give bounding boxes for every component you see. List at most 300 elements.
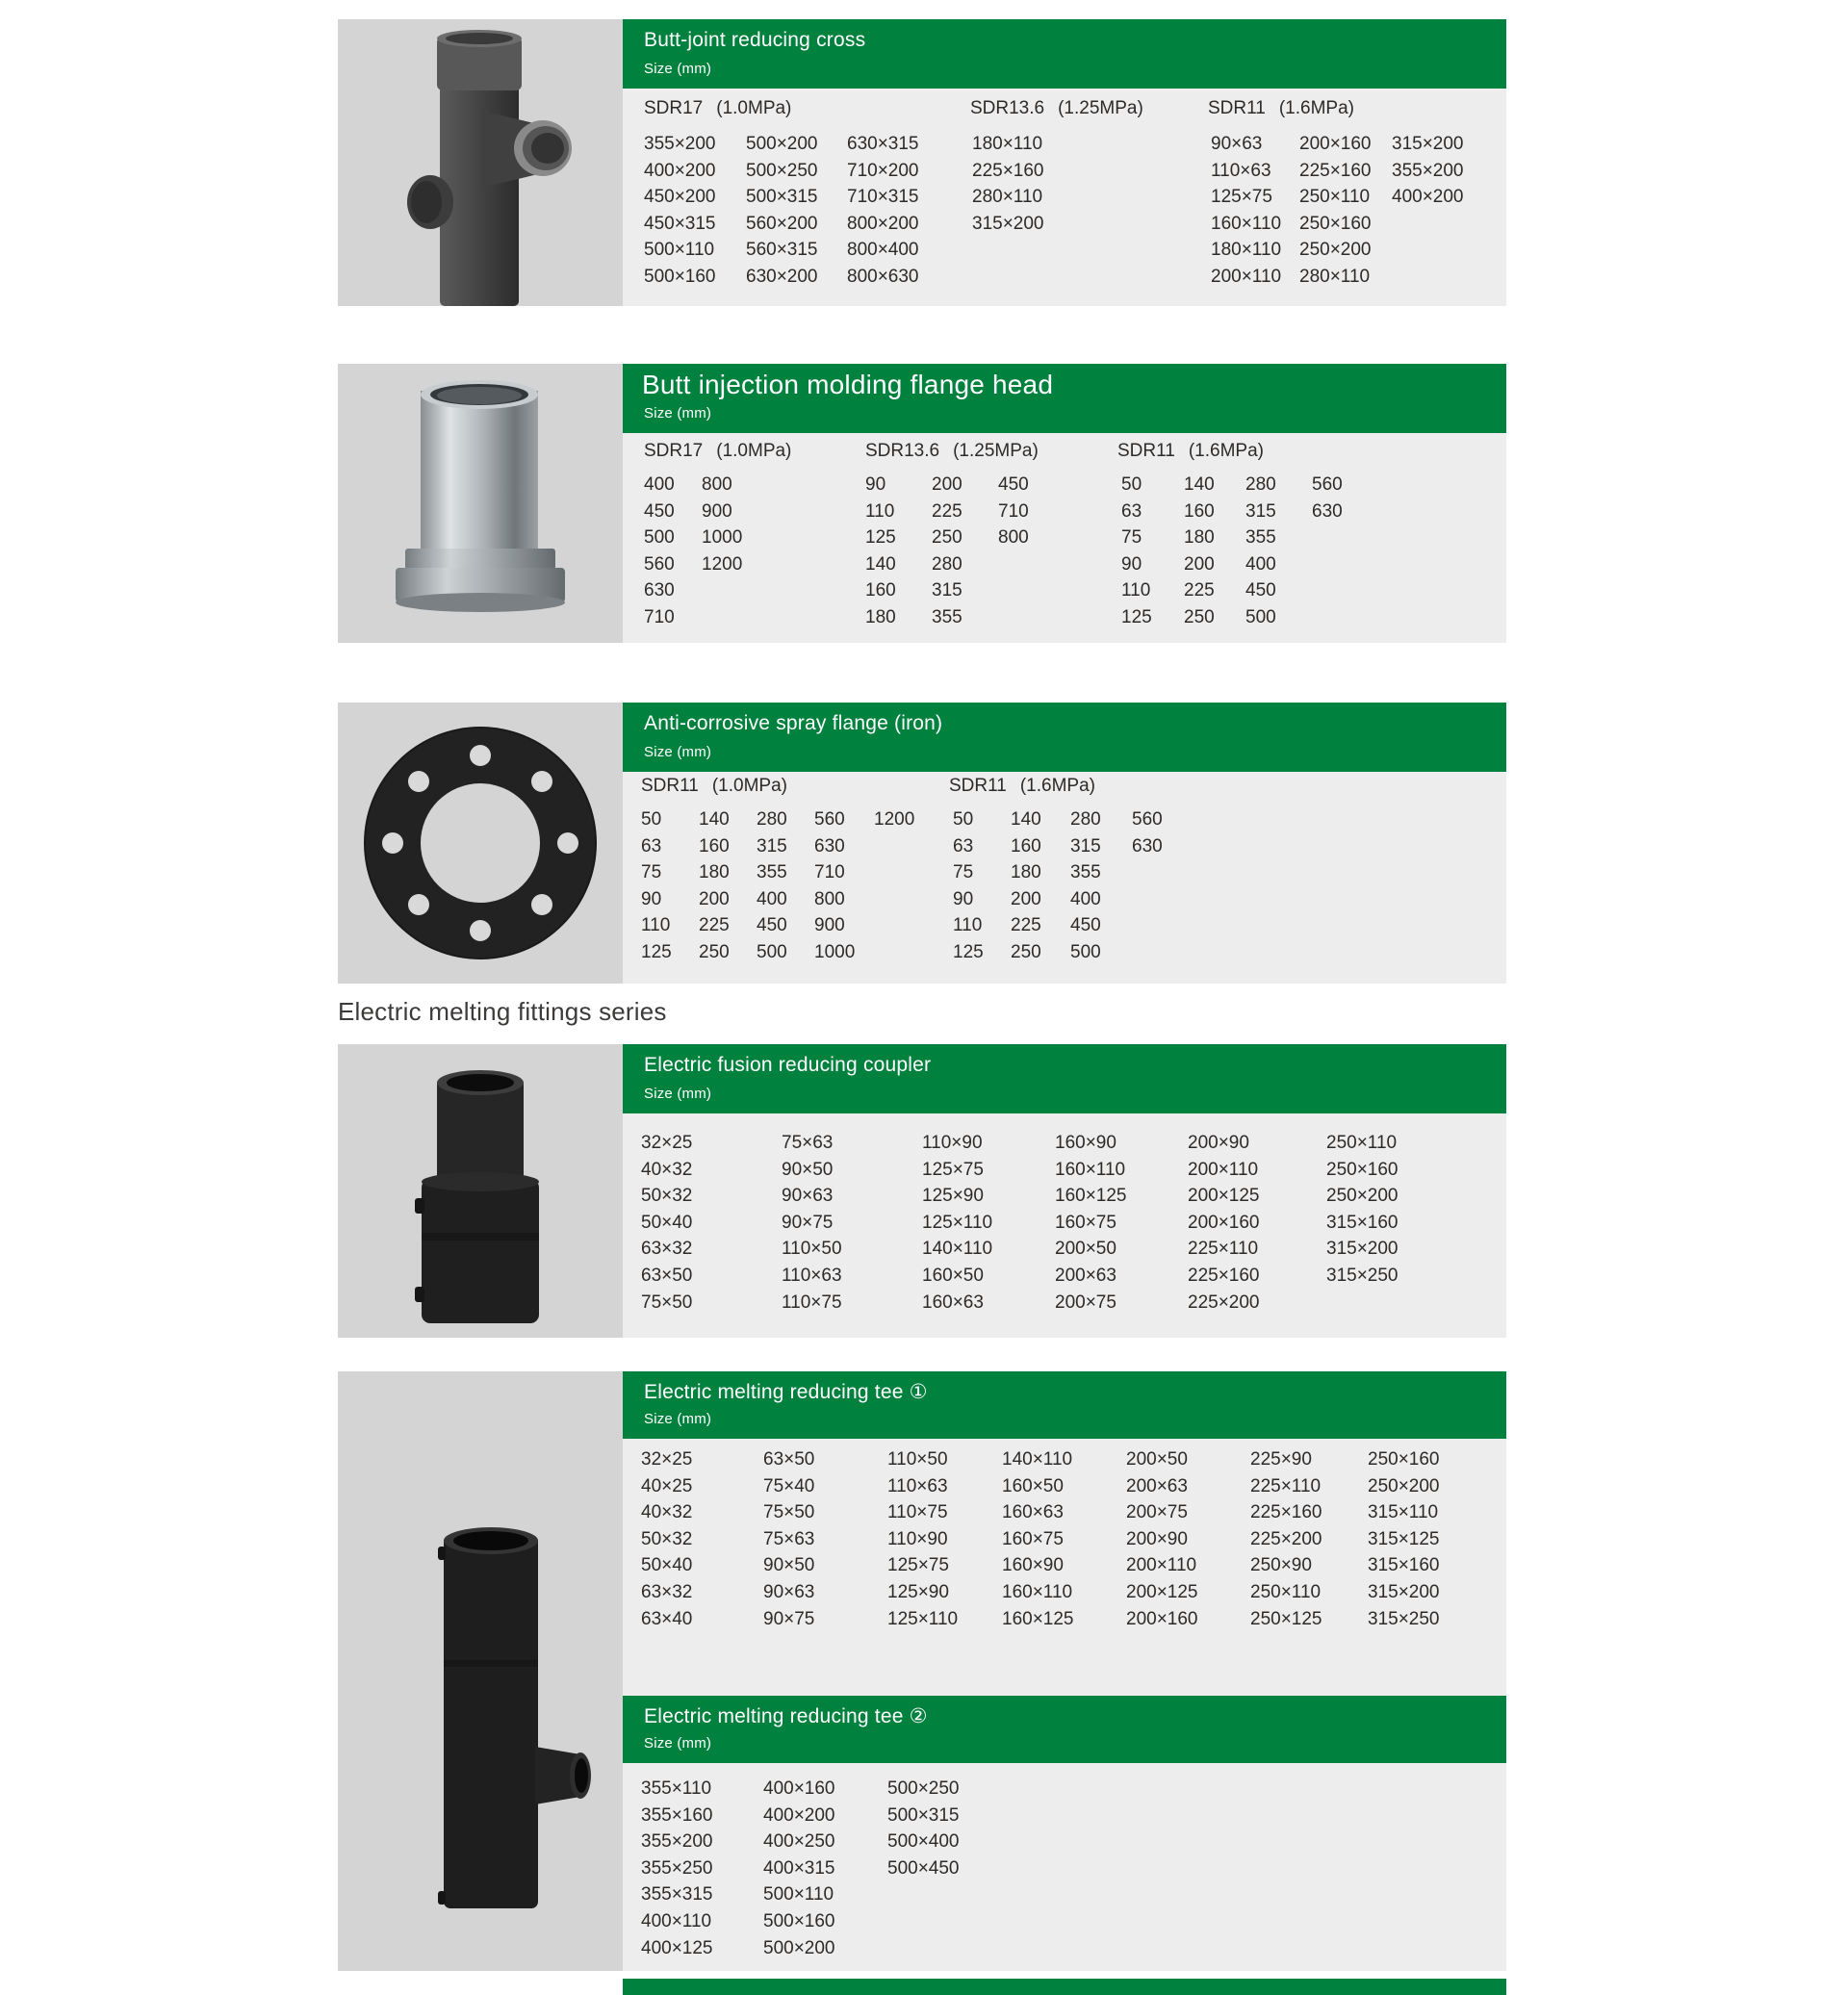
size-value: 200×110 bbox=[1188, 1159, 1259, 1180]
size-value: 400×315 bbox=[763, 1857, 835, 1879]
size-value: 90×50 bbox=[763, 1555, 815, 1576]
section-header-reducing-tee-1 bbox=[623, 1371, 1506, 1439]
size-value: 200×90 bbox=[1188, 1133, 1249, 1153]
size-value: 450 bbox=[998, 474, 1029, 495]
size-value: 75×63 bbox=[782, 1133, 834, 1153]
size-value: 225×90 bbox=[1250, 1449, 1312, 1470]
size-value: 400×110 bbox=[641, 1910, 712, 1931]
size-column bbox=[847, 131, 919, 291]
size-value: 355×200 bbox=[644, 134, 716, 154]
size-value: 200×160 bbox=[1126, 1608, 1198, 1629]
size-value: 800 bbox=[998, 527, 1029, 549]
size-value: 225×160 bbox=[1250, 1502, 1322, 1523]
size-value: 225×200 bbox=[1250, 1528, 1322, 1549]
size-value: 110 bbox=[1121, 580, 1151, 601]
size-column bbox=[887, 1776, 960, 1881]
size-value: 560×315 bbox=[746, 240, 818, 261]
size-value: 75×50 bbox=[641, 1292, 693, 1313]
size-value: 355×110 bbox=[641, 1778, 712, 1799]
size-column bbox=[782, 1130, 842, 1316]
size-value: 200×110 bbox=[1211, 266, 1282, 287]
size-value: 160 bbox=[865, 580, 896, 601]
size-value: 225×160 bbox=[1188, 1265, 1260, 1286]
size-value: 315 bbox=[757, 835, 787, 857]
size-value: 160×90 bbox=[1055, 1133, 1116, 1153]
sdr-header bbox=[970, 98, 1143, 119]
size-value: 450 bbox=[757, 915, 787, 936]
size-value: 315×200 bbox=[1326, 1239, 1399, 1260]
size-value: 250×200 bbox=[1368, 1475, 1440, 1496]
size-value: 225×160 bbox=[972, 160, 1044, 181]
size-value: 280 bbox=[932, 553, 962, 575]
size-value: 500×110 bbox=[763, 1884, 834, 1905]
size-value: 250×110 bbox=[1250, 1581, 1322, 1602]
size-label: Size (mm) bbox=[644, 61, 712, 77]
size-value: 400×200 bbox=[1392, 187, 1464, 208]
size-column bbox=[641, 806, 672, 966]
size-value: 560 bbox=[814, 809, 845, 830]
size-value: 50×32 bbox=[641, 1186, 693, 1207]
size-value: 225 bbox=[699, 915, 730, 936]
sdr-header bbox=[644, 98, 791, 119]
size-value: 355×250 bbox=[641, 1857, 713, 1879]
size-value: 315 bbox=[1070, 835, 1101, 857]
size-value: 900 bbox=[814, 915, 845, 936]
size-column bbox=[641, 1776, 713, 1961]
size-value: 110 bbox=[641, 915, 671, 936]
size-column bbox=[1326, 1130, 1399, 1290]
size-value: 90 bbox=[953, 888, 974, 909]
size-value: 125 bbox=[953, 941, 984, 962]
size-value: 50 bbox=[1121, 474, 1142, 495]
size-value: 1000 bbox=[702, 527, 743, 549]
size-value: 110×90 bbox=[922, 1133, 983, 1153]
size-value: 710 bbox=[644, 606, 675, 627]
size-column bbox=[1002, 1446, 1074, 1632]
size-value: 560×200 bbox=[746, 213, 818, 234]
size-value: 225 bbox=[1184, 580, 1215, 601]
size-value: 710 bbox=[998, 500, 1029, 522]
size-value: 90×75 bbox=[782, 1212, 834, 1233]
size-value: 500×160 bbox=[763, 1910, 835, 1931]
size-value: 280×110 bbox=[1299, 266, 1371, 287]
size-column bbox=[814, 806, 855, 966]
product-image-flange-head-icon bbox=[338, 364, 623, 643]
size-value: 125×110 bbox=[887, 1608, 959, 1629]
size-value: 125×90 bbox=[887, 1581, 949, 1602]
size-value: 125 bbox=[865, 527, 896, 549]
size-value: 400 bbox=[757, 888, 787, 909]
size-value: 500×200 bbox=[746, 134, 818, 154]
product-image-reducing-tee-icon bbox=[338, 1371, 623, 1971]
size-value: 63 bbox=[953, 835, 974, 857]
size-value: 500×200 bbox=[763, 1937, 835, 1958]
size-value: 140 bbox=[1184, 474, 1215, 495]
size-value: 125×75 bbox=[922, 1159, 984, 1180]
sdr-pressure: (1.0MPa) bbox=[711, 776, 787, 796]
size-value: 355 bbox=[932, 606, 962, 627]
size-value: 315 bbox=[932, 580, 962, 601]
size-value: 250×200 bbox=[1326, 1186, 1399, 1207]
size-value: 450 bbox=[1245, 580, 1276, 601]
size-value: 900 bbox=[702, 500, 732, 522]
size-value: 63×32 bbox=[641, 1239, 693, 1260]
sdr-pressure: (1.0MPa) bbox=[716, 441, 792, 461]
size-column bbox=[1312, 472, 1343, 524]
size-value: 500 bbox=[1245, 606, 1276, 627]
size-value: 500 bbox=[1070, 941, 1101, 962]
size-value: 90×63 bbox=[763, 1581, 815, 1602]
size-value: 500×160 bbox=[644, 266, 716, 287]
size-value: 32×25 bbox=[641, 1449, 693, 1470]
size-column bbox=[1392, 131, 1464, 211]
sdr-header bbox=[641, 776, 787, 797]
size-value: 75 bbox=[641, 862, 662, 883]
size-value: 110 bbox=[865, 500, 895, 522]
size-value: 400 bbox=[644, 474, 675, 495]
size-value: 355 bbox=[1070, 862, 1101, 883]
size-value: 400×125 bbox=[641, 1937, 713, 1958]
size-value: 200×75 bbox=[1055, 1292, 1116, 1313]
size-value: 315×250 bbox=[1326, 1265, 1399, 1286]
sdr-name: SDR13.6 bbox=[865, 441, 940, 461]
size-value: 1000 bbox=[814, 941, 856, 962]
size-value: 200×125 bbox=[1188, 1186, 1260, 1207]
size-column bbox=[763, 1446, 814, 1632]
size-column bbox=[1299, 131, 1372, 291]
size-value: 40×25 bbox=[641, 1475, 693, 1496]
product-image-reducing-cross-icon bbox=[338, 19, 623, 306]
size-value: 40×32 bbox=[641, 1159, 693, 1180]
product-panel-spray-flange bbox=[338, 703, 623, 984]
size-value: 200×160 bbox=[1188, 1212, 1260, 1233]
size-value: 225 bbox=[1011, 915, 1041, 936]
size-value: 160×90 bbox=[1002, 1555, 1064, 1576]
size-value: 500×110 bbox=[644, 240, 715, 261]
sdr-header bbox=[644, 441, 791, 462]
size-value: 400×160 bbox=[763, 1778, 835, 1799]
product-panel-reducing-tee bbox=[338, 1371, 623, 1971]
size-value: 75 bbox=[953, 862, 974, 883]
size-value: 110×63 bbox=[1211, 160, 1271, 181]
size-value: 315×200 bbox=[1368, 1581, 1440, 1602]
size-value: 180 bbox=[699, 862, 730, 883]
size-value: 140×110 bbox=[1002, 1449, 1073, 1470]
sdr-name: SDR17 bbox=[644, 441, 704, 461]
size-value: 560 bbox=[1132, 809, 1163, 830]
size-value: 355 bbox=[757, 862, 787, 883]
size-value: 250×160 bbox=[1368, 1449, 1440, 1470]
size-value: 450 bbox=[1070, 915, 1101, 936]
size-value: 200×90 bbox=[1126, 1528, 1188, 1549]
size-label: Size (mm) bbox=[644, 1086, 712, 1102]
size-column bbox=[641, 1130, 692, 1316]
size-value: 315×160 bbox=[1326, 1212, 1399, 1233]
size-value: 225×110 bbox=[1250, 1475, 1322, 1496]
size-label: Size (mm) bbox=[644, 744, 712, 760]
size-value: 90 bbox=[1121, 553, 1142, 575]
sdr-name: SDR13.6 bbox=[970, 98, 1045, 118]
size-value: 63×50 bbox=[641, 1265, 693, 1286]
size-value: 355×160 bbox=[641, 1804, 713, 1826]
size-value: 450 bbox=[644, 500, 675, 522]
size-label: Size (mm) bbox=[644, 405, 712, 422]
size-value: 400×200 bbox=[644, 160, 716, 181]
size-column bbox=[1188, 1130, 1260, 1316]
size-value: 125×75 bbox=[1211, 187, 1272, 208]
size-value: 50 bbox=[953, 809, 974, 830]
size-value: 800 bbox=[814, 888, 845, 909]
size-value: 450×200 bbox=[644, 187, 716, 208]
size-value: 110×63 bbox=[782, 1265, 842, 1286]
size-column bbox=[887, 1446, 958, 1632]
section-header-reducing-coupler bbox=[623, 1044, 1506, 1113]
size-value: 40×32 bbox=[641, 1502, 693, 1523]
size-value: 160×125 bbox=[1055, 1186, 1127, 1207]
section-title: Butt-joint reducing cross bbox=[644, 29, 866, 51]
size-value: 800×630 bbox=[847, 266, 919, 287]
size-value: 200×110 bbox=[1126, 1555, 1197, 1576]
size-column bbox=[1121, 472, 1152, 631]
size-value: 125 bbox=[641, 941, 672, 962]
size-value: 140 bbox=[699, 809, 730, 830]
size-value: 630×315 bbox=[847, 134, 919, 154]
size-value: 160×110 bbox=[1055, 1159, 1126, 1180]
size-value: 180 bbox=[865, 606, 896, 627]
size-value: 250×90 bbox=[1250, 1555, 1312, 1576]
size-value: 160×110 bbox=[1002, 1581, 1073, 1602]
size-value: 125 bbox=[1121, 606, 1152, 627]
size-column bbox=[757, 806, 787, 966]
size-value: 63×50 bbox=[763, 1449, 815, 1470]
size-value: 63 bbox=[1121, 500, 1142, 522]
size-value: 160×75 bbox=[1002, 1528, 1064, 1549]
size-value: 315×160 bbox=[1368, 1555, 1440, 1576]
sdr-pressure: (1.25MPa) bbox=[1058, 98, 1143, 118]
size-value: 630 bbox=[1132, 835, 1163, 857]
size-value: 710×200 bbox=[847, 160, 919, 181]
size-value: 90 bbox=[641, 888, 662, 909]
size-value: 90×50 bbox=[782, 1159, 834, 1180]
size-value: 140×110 bbox=[922, 1239, 993, 1260]
size-value: 75×40 bbox=[763, 1475, 815, 1496]
size-value: 250×160 bbox=[1326, 1159, 1399, 1180]
size-column bbox=[763, 1776, 835, 1961]
size-value: 1200 bbox=[702, 553, 743, 575]
size-value: 315×200 bbox=[1392, 134, 1464, 154]
sdr-header bbox=[1117, 441, 1264, 462]
size-value: 800×400 bbox=[847, 240, 919, 261]
size-value: 110 bbox=[953, 915, 983, 936]
size-value: 160×110 bbox=[1211, 213, 1282, 234]
size-value: 250×110 bbox=[1299, 187, 1371, 208]
size-value: 225×160 bbox=[1299, 160, 1372, 181]
size-column bbox=[641, 1446, 692, 1632]
size-value: 355×200 bbox=[641, 1831, 713, 1853]
size-column bbox=[998, 472, 1029, 551]
sdr-name: SDR17 bbox=[644, 98, 704, 118]
section-body-spray-flange bbox=[623, 772, 1506, 984]
size-value: 450×315 bbox=[644, 213, 716, 234]
size-value: 110×90 bbox=[887, 1528, 948, 1549]
section-body-flange-head bbox=[623, 433, 1506, 643]
section-title: Butt injection molding flange head bbox=[642, 370, 1054, 399]
size-column bbox=[922, 1130, 992, 1316]
size-label: Size (mm) bbox=[644, 1735, 712, 1752]
product-image-reducing-coupler-icon bbox=[338, 1044, 623, 1338]
size-value: 200×63 bbox=[1055, 1265, 1116, 1286]
size-value: 250×125 bbox=[1250, 1608, 1322, 1629]
size-value: 140 bbox=[1011, 809, 1041, 830]
size-value: 63×40 bbox=[641, 1608, 693, 1629]
size-value: 200 bbox=[1184, 553, 1215, 575]
size-value: 355×315 bbox=[641, 1884, 713, 1905]
size-column bbox=[1184, 472, 1215, 631]
section-body-reducing-tee-2 bbox=[623, 1763, 1506, 1971]
size-value: 225×200 bbox=[1188, 1292, 1260, 1313]
size-column bbox=[1070, 806, 1101, 966]
size-value: 280 bbox=[757, 809, 787, 830]
sdr-pressure: (1.25MPa) bbox=[953, 441, 1039, 461]
size-value: 710 bbox=[814, 862, 845, 883]
size-column bbox=[702, 472, 742, 577]
size-column bbox=[1368, 1446, 1440, 1632]
size-value: 180×110 bbox=[1211, 240, 1282, 261]
size-value: 180×110 bbox=[972, 134, 1043, 154]
size-value: 50×40 bbox=[641, 1212, 693, 1233]
size-value: 280×110 bbox=[972, 187, 1043, 208]
size-value: 710×315 bbox=[847, 187, 919, 208]
size-value: 90 bbox=[865, 474, 886, 495]
size-value: 180 bbox=[1184, 527, 1215, 549]
size-value: 180 bbox=[1011, 862, 1041, 883]
size-column bbox=[1055, 1130, 1127, 1316]
size-value: 125×110 bbox=[922, 1212, 993, 1233]
product-panel-reducing-coupler bbox=[338, 1044, 623, 1338]
size-value: 63×32 bbox=[641, 1581, 693, 1602]
size-column bbox=[746, 131, 818, 291]
size-value: 315×110 bbox=[1368, 1502, 1439, 1523]
section-title: Electric melting reducing tee ① bbox=[644, 1381, 928, 1403]
sdr-pressure: (1.6MPa) bbox=[1019, 776, 1095, 796]
size-value: 90×63 bbox=[1211, 134, 1263, 154]
size-value: 75×63 bbox=[763, 1528, 815, 1549]
section-title: Electric fusion reducing coupler bbox=[644, 1054, 932, 1076]
size-column bbox=[644, 472, 675, 631]
size-value: 630 bbox=[814, 835, 845, 857]
size-column bbox=[1250, 1446, 1322, 1632]
size-column bbox=[865, 472, 896, 631]
section-title: Anti-corrosive spray flange (iron) bbox=[644, 712, 943, 734]
size-value: 200 bbox=[932, 474, 962, 495]
size-value: 800×200 bbox=[847, 213, 919, 234]
size-value: 75 bbox=[1121, 527, 1142, 549]
size-value: 110×50 bbox=[887, 1449, 948, 1470]
size-value: 560 bbox=[644, 553, 675, 575]
size-value: 110×63 bbox=[887, 1475, 948, 1496]
size-value: 280 bbox=[1245, 474, 1276, 495]
sdr-name: SDR11 bbox=[1208, 98, 1266, 118]
size-value: 75×50 bbox=[763, 1502, 815, 1523]
size-value: 500×250 bbox=[887, 1778, 960, 1799]
size-value: 500×315 bbox=[746, 187, 818, 208]
size-value: 400 bbox=[1245, 553, 1276, 575]
size-value: 500 bbox=[644, 527, 675, 549]
size-value: 280 bbox=[1070, 809, 1101, 830]
size-value: 110×75 bbox=[782, 1292, 842, 1313]
footer-bar bbox=[623, 1979, 1506, 1995]
section-header-flange-head bbox=[623, 364, 1506, 433]
size-value: 125×75 bbox=[887, 1555, 949, 1576]
size-value: 355 bbox=[1245, 527, 1276, 549]
size-column bbox=[1011, 806, 1041, 966]
size-value: 160×50 bbox=[1002, 1475, 1064, 1496]
sdr-pressure: (1.6MPa) bbox=[1278, 98, 1354, 118]
size-value: 315×125 bbox=[1368, 1528, 1440, 1549]
size-value: 355×200 bbox=[1392, 160, 1464, 181]
size-value: 140 bbox=[865, 553, 896, 575]
size-value: 250 bbox=[932, 527, 962, 549]
size-value: 200×125 bbox=[1126, 1581, 1198, 1602]
size-value: 315×250 bbox=[1368, 1608, 1440, 1629]
size-column bbox=[1245, 472, 1276, 631]
size-label: Size (mm) bbox=[644, 1411, 712, 1427]
size-column bbox=[699, 806, 730, 966]
size-value: 400×200 bbox=[763, 1804, 835, 1826]
size-value: 90×75 bbox=[763, 1608, 815, 1629]
sdr-name: SDR11 bbox=[641, 776, 699, 796]
size-column bbox=[932, 472, 962, 631]
section-header-reducing-tee-2 bbox=[623, 1696, 1506, 1763]
size-value: 200×63 bbox=[1126, 1475, 1188, 1496]
size-column bbox=[1126, 1446, 1198, 1632]
size-value: 160×75 bbox=[1055, 1212, 1116, 1233]
section-header-spray-flange bbox=[623, 703, 1506, 772]
size-value: 200 bbox=[1011, 888, 1041, 909]
size-value: 250 bbox=[699, 941, 730, 962]
section-title: Electric melting reducing tee ② bbox=[644, 1705, 928, 1727]
size-value: 500 bbox=[757, 941, 787, 962]
size-value: 1200 bbox=[874, 809, 915, 830]
section-header-reducing-cross bbox=[623, 19, 1506, 89]
size-value: 160 bbox=[699, 835, 730, 857]
size-value: 200×50 bbox=[1055, 1239, 1116, 1260]
sdr-name: SDR11 bbox=[1117, 441, 1175, 461]
size-value: 160 bbox=[1011, 835, 1041, 857]
size-value: 160 bbox=[1184, 500, 1215, 522]
size-value: 500×250 bbox=[746, 160, 818, 181]
size-value: 225 bbox=[932, 500, 962, 522]
product-panel-flange-head bbox=[338, 364, 623, 643]
size-value: 110×50 bbox=[782, 1239, 842, 1260]
size-value: 630 bbox=[1312, 500, 1343, 522]
size-value: 90×63 bbox=[782, 1186, 834, 1207]
sdr-header bbox=[865, 441, 1039, 462]
sdr-name: SDR11 bbox=[949, 776, 1007, 796]
size-column bbox=[1132, 806, 1163, 859]
size-value: 225×110 bbox=[1188, 1239, 1259, 1260]
size-value: 50×32 bbox=[641, 1528, 693, 1549]
sdr-header bbox=[1208, 98, 1354, 119]
size-value: 160×125 bbox=[1002, 1608, 1074, 1629]
size-value: 250×110 bbox=[1326, 1133, 1398, 1153]
size-value: 160×63 bbox=[922, 1292, 984, 1313]
size-value: 32×25 bbox=[641, 1133, 693, 1153]
size-value: 630 bbox=[644, 580, 675, 601]
size-column bbox=[874, 806, 914, 833]
product-image-spray-flange-icon bbox=[338, 703, 623, 984]
size-value: 160×50 bbox=[922, 1265, 984, 1286]
